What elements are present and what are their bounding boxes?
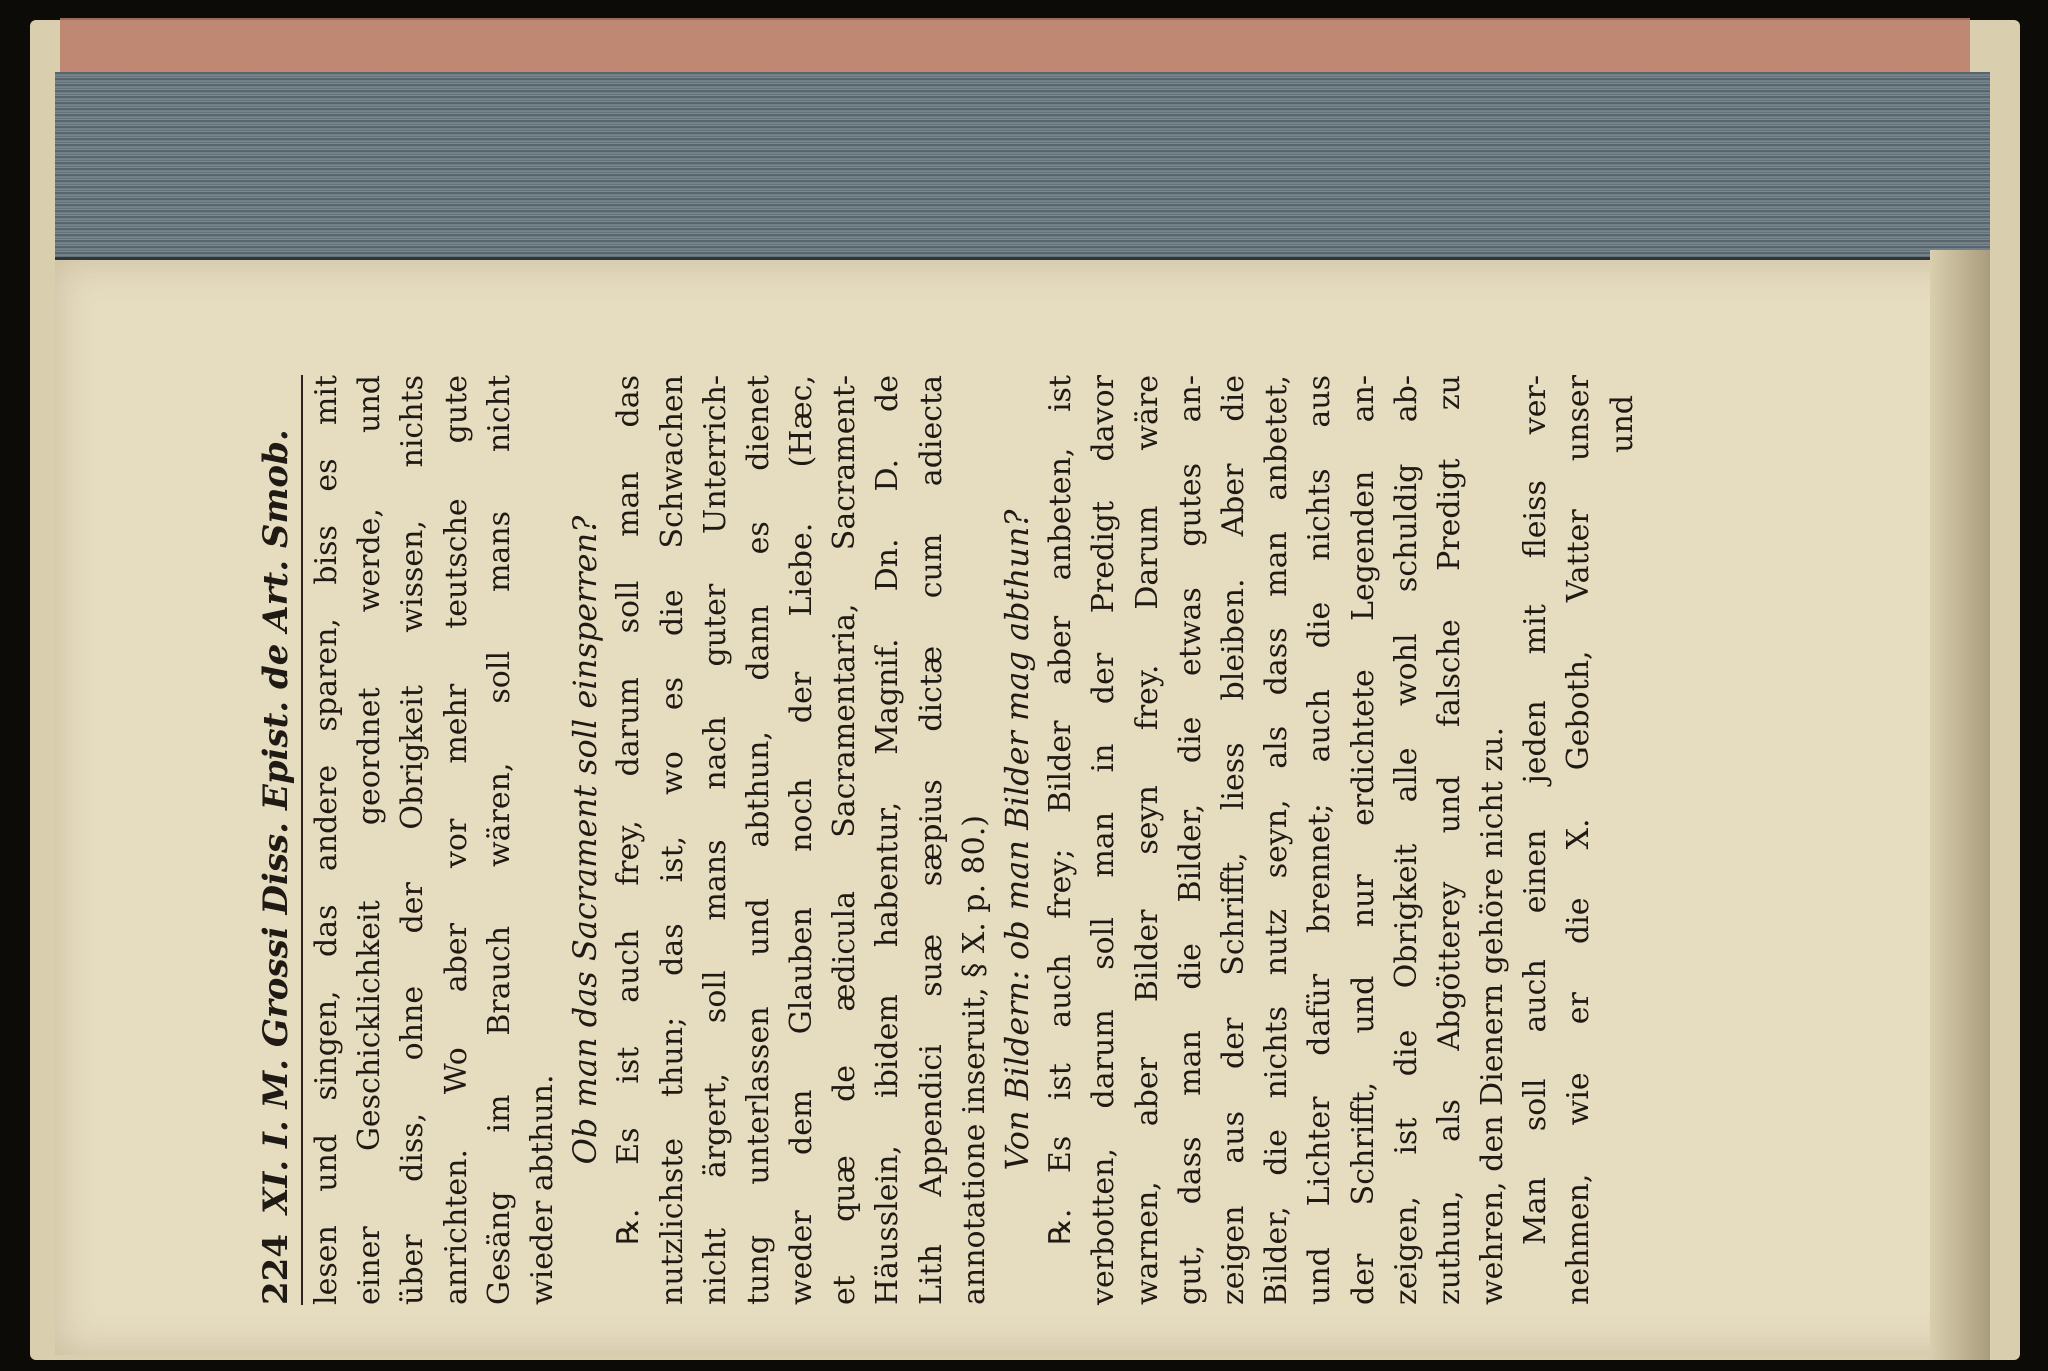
text-line: annotatione inseruit, § X. p. 80.) <box>956 815 992 1305</box>
text-line: Lith Appendici suæ sæpius dictæ cum adiecta <box>913 375 949 1305</box>
page-header <box>255 375 303 1305</box>
text-line: ℞. Es ist auch frey, darum soll man das <box>611 375 647 1245</box>
text-line: zuthun, als Abgötterey und falsche Predigt zu <box>1431 375 1467 1305</box>
text-line: Gesäng im Brauch wären, soll mans nicht <box>481 375 517 1305</box>
text-line: ℞. Es ist auch frey; Bilder aber anbeten, ist <box>1043 375 1079 1245</box>
page-block-edge <box>55 72 1990 261</box>
text-line: et quæ de ædicula Sacramentaria, Sacrament- <box>827 375 863 1305</box>
text-line: Häusslein, ibidem habentur, Magnif. Dn. D. de <box>870 375 906 1305</box>
text-line: Bilder, die nichts nutz seyn, als dass man anbetet, <box>1259 375 1295 1305</box>
catchword: und <box>1604 395 1640 453</box>
running-head: XI. I. M. Grossi Diss. Epist. de Art. Smob. <box>256 429 296 1215</box>
page-text-area <box>255 375 1935 1305</box>
text-line: zeigen, ist die Obrigkeit alle wohl schuldig ab- <box>1388 375 1424 1305</box>
text-line: anrichten. Wo aber vor mehr teutsche gute <box>438 375 474 1305</box>
text-line: wehren, den Dienern gehöre nicht zu. <box>1475 727 1511 1305</box>
text-line: warnen, aber Bilder seyn frey. Darum wäre <box>1129 375 1165 1305</box>
text-line: einer Geschicklichkeit geordnet werde, und <box>352 375 388 1305</box>
text-line: der Schrifft, und nur erdichtete Legenden an- <box>1345 375 1381 1305</box>
text-line: wieder abthun. <box>524 1074 560 1305</box>
text-line: gut, dass man die Bilder, die etwas gutes an- <box>1172 375 1208 1305</box>
page-number: 224 <box>256 1234 296 1305</box>
text-line: über diss, ohne der Obrigkeit wissen, nichts <box>395 375 431 1305</box>
text-line: weder dem Glauben noch der Liebe. (Hæc, <box>784 375 820 1305</box>
text-line: und Lichter dafür brennet; auch die nichts aus <box>1302 375 1338 1305</box>
section-heading: Ob man das Sacrament soll einsperren? <box>566 515 605 1165</box>
text-line: nehmen, wie er die X. Geboth, Vatter unser <box>1561 375 1597 1305</box>
section-heading: Von Bildern: ob man Bilder mag abthun? <box>998 509 1036 1171</box>
body-text <box>305 375 1601 1305</box>
text-line: tung unterlassen und abthun, dann es dienet <box>740 375 776 1305</box>
text-line: zeigen aus der Schrifft, liess bleiben. Aber die <box>1215 375 1251 1305</box>
text-line: verbotten, darum soll man in der Predigt davor <box>1086 375 1122 1305</box>
page-gutter <box>1930 250 1990 1360</box>
text-line: lesen und singen, das andere sparen, biss es mit <box>309 375 344 1305</box>
text-line: nicht ärgert, soll mans nach guter Unterrich- <box>697 375 733 1305</box>
text-line: Man soll auch einen jeden mit fleiss ver- <box>1518 375 1554 1245</box>
text-line: nutzlichste thun; das ist, wo es die Schwachen <box>654 375 690 1305</box>
